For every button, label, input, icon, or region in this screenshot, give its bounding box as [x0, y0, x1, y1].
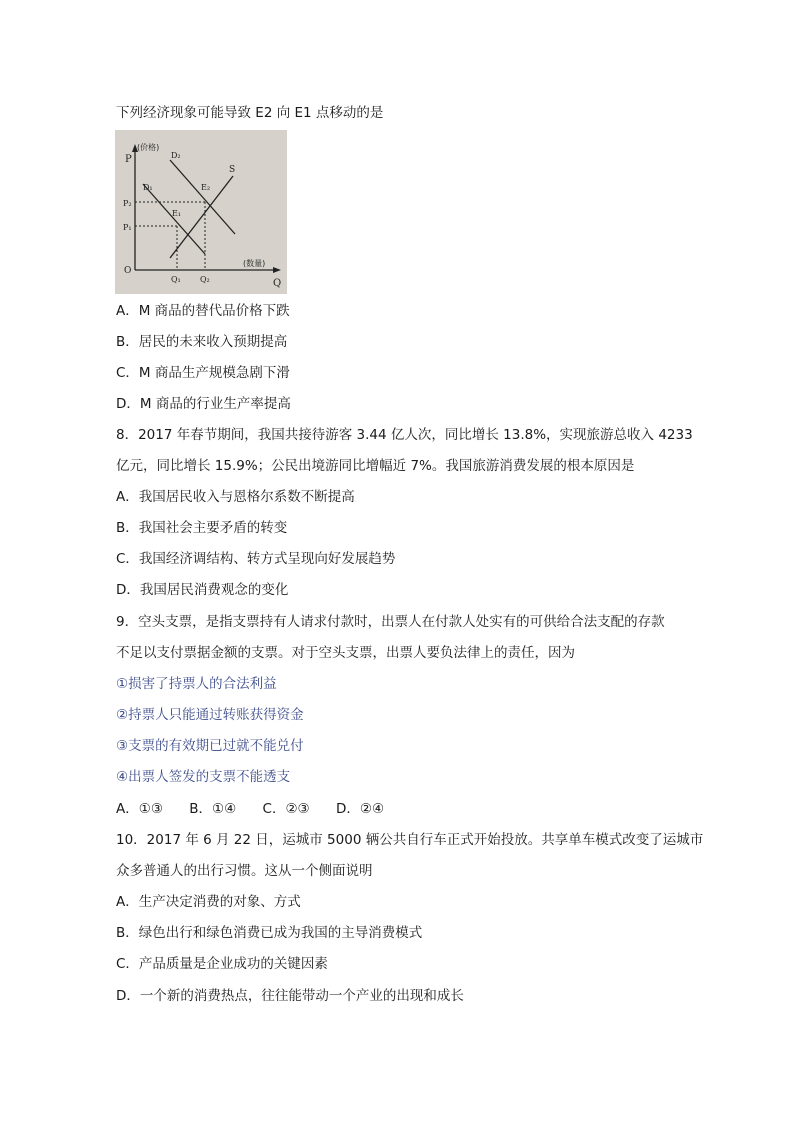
q9-stem-line-1: 9．空头支票，是指支票持有人请求付款时，出票人在付款人处实有的可供给合法支配的存款: [116, 614, 665, 630]
e2-label: E₂: [201, 183, 211, 192]
d2-label: D₂: [171, 151, 181, 160]
origin-label: O: [124, 266, 132, 276]
s-label: S: [229, 165, 236, 175]
d1-label: D₁: [143, 183, 153, 192]
x-axis-arrow: [273, 267, 281, 273]
q2-label: Q₂: [200, 275, 210, 284]
q7-option-b: B．居民的未来收入预期提高: [116, 334, 288, 350]
y-axis-label: P: [125, 154, 132, 165]
q8-stem-line-2: 亿元，同比增长 15.9%；公民出境游同比增幅近 7%。我国旅游消费发展的根本原因是: [116, 458, 635, 474]
y-unit-label: (价格): [137, 143, 160, 152]
q10-option-d: D．一个新的消费热点，往往能带动一个产业的出现和成长: [116, 988, 464, 1004]
q7-stem: 下列经济现象可能导致 E2 向 E1 点移动的是: [116, 105, 384, 121]
q9-option-b: B．①④: [189, 801, 237, 817]
q10-stem-line-2: 众多普通人的出行习惯。这从一个侧面说明: [116, 863, 373, 879]
p1-label: P₁: [123, 223, 132, 232]
q10-option-c: C．产品质量是企业成功的关键因素: [116, 956, 328, 972]
q9-stem-line-2: 不足以支付票据金额的支票。对于空头支票，出票人要负法律上的责任，因为: [116, 645, 575, 661]
q8-option-b: B．我国社会主要矛盾的转变: [116, 520, 288, 536]
q9-statement-2: ②持票人只能通过转账获得资金: [116, 707, 304, 723]
x-unit-label: (数量): [243, 259, 266, 268]
x-axis-label: Q: [273, 278, 282, 289]
q10-stem-line-1: 10．2017 年 6 月 22 日，运城市 5000 辆公共自行车正式开始投放。共享单车模式改变了运城市: [116, 832, 704, 848]
q8-option-d: D．我国居民消费观念的变化: [116, 582, 289, 598]
q8-option-c: C．我国经济调结构、转方式呈现向好发展趋势: [116, 551, 396, 567]
q10-option-a: A．生产决定消费的对象、方式: [116, 894, 301, 910]
demand-curve-d2: [170, 160, 235, 234]
q7-option-c: C．M 商品生产规模急剧下滑: [116, 365, 290, 381]
e1-label: E₁: [172, 209, 182, 218]
p2-label: P₂: [123, 199, 132, 208]
q9-option-a: A．①③: [116, 801, 163, 817]
q7-option-d: D．M 商品的行业生产率提高: [116, 396, 291, 412]
q9-statement-4: ④出票人签发的支票不能透支: [116, 769, 291, 785]
q10-option-b: B．绿色出行和绿色消费已成为我国的主导消费模式: [116, 925, 423, 941]
q7-option-a: A．M 商品的替代品价格下跌: [116, 303, 290, 319]
q9-option-c: C．②③: [262, 801, 310, 817]
q9-statement-3: ③支票的有效期已过就不能兑付: [116, 738, 304, 754]
supply-demand-graph: [115, 130, 287, 294]
demand-curve-d1: [143, 184, 205, 254]
q8-stem-line-1: 8．2017 年春节期间，我国共接待游客 3.44 亿人次，同比增长 13.8%，实现旅游总收入 4233: [116, 427, 693, 443]
q1-label: Q₁: [171, 275, 181, 284]
q9-options: [116, 799, 406, 819]
q9-statement-1: ①损害了持票人的合法利益: [116, 676, 277, 692]
q8-option-a: A．我国居民收入与恩格尔系数不断提高: [116, 489, 355, 505]
q9-option-d: D．②④: [335, 801, 385, 817]
